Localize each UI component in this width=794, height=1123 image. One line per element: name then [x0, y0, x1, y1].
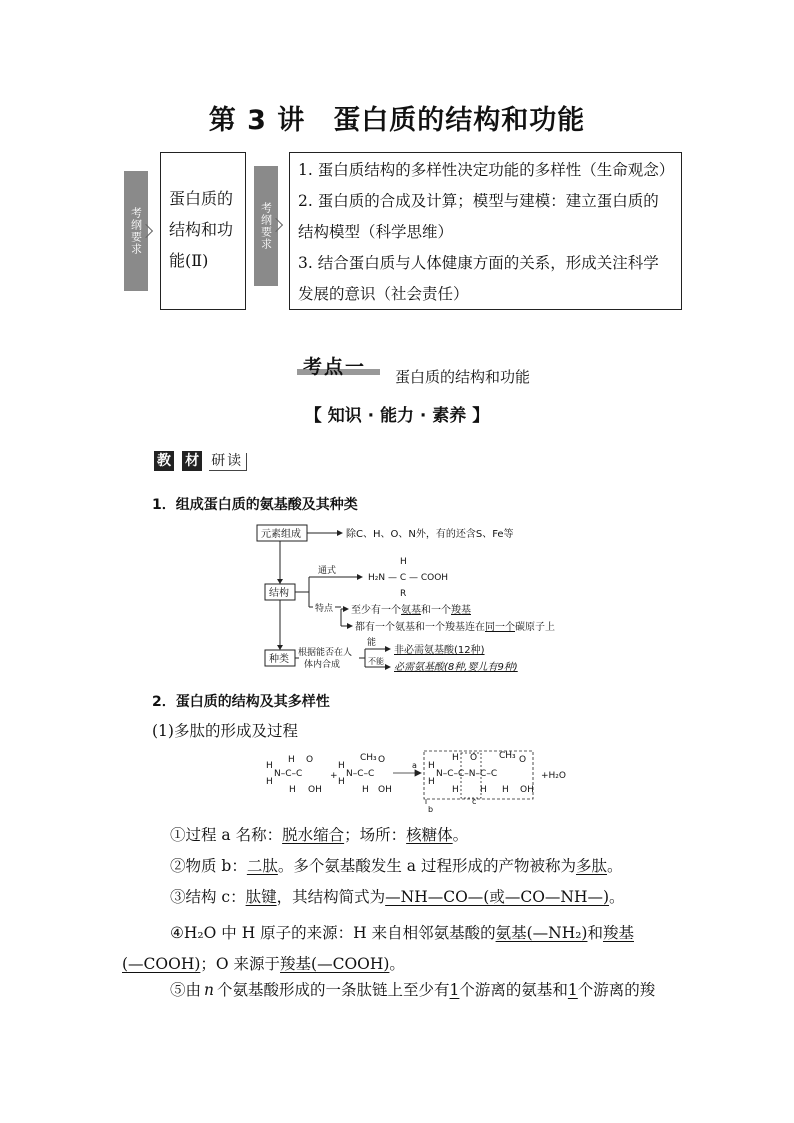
formula-h: H — [400, 557, 407, 567]
page-title: 第 3 讲 蛋白质的结构和功能 — [208, 105, 586, 136]
item-5-f: 个游离的羧 — [577, 981, 656, 999]
item-4-c: 和 — [587, 924, 603, 942]
item-4-answer-2b: (—COOH) — [122, 955, 201, 973]
feature-1-d: 羧基 — [451, 605, 471, 616]
item-1-a: ①过程 a 名称： — [170, 826, 283, 844]
svg-text:CH₃: CH₃ — [360, 753, 377, 763]
svg-text:H: H — [266, 777, 273, 787]
svg-text:H: H — [480, 785, 487, 795]
box-structure-label: 结构 — [269, 588, 289, 599]
svg-text:OH: OH — [520, 785, 534, 795]
neng-label: 能 — [367, 638, 377, 648]
svg-text:OH: OH — [308, 785, 322, 795]
item-2-c: 。多个氨基酸发生 a 过程形成的产物被称为 — [277, 857, 576, 875]
kaodian-label: 考点一 — [303, 356, 367, 378]
svg-text:H: H — [428, 761, 435, 771]
svg-text:N–C–C: N–C–C — [274, 769, 303, 779]
svg-text:O: O — [519, 755, 527, 765]
svg-text:H: H — [338, 761, 345, 771]
topic-line-1: 蛋白质的 — [169, 189, 234, 208]
section-1-heading: 1．组成蛋白质的氨基酸及其种类 — [152, 497, 358, 513]
topic-box — [160, 152, 246, 310]
item-5 — [170, 980, 655, 1000]
requirement-line: 发展的意识（社会责任） — [298, 285, 469, 303]
tedian-label: 特点 — [315, 604, 334, 614]
requirement-line: 2. 蛋白质的合成及计算；模型与建模：建立蛋白质的 — [298, 192, 659, 210]
feature-2-a: 都有一个氨基和一个羧基连在 — [355, 622, 485, 633]
kaodian-name: 蛋白质的结构和功能 — [395, 368, 531, 386]
item-2-answer-1: 二肽 — [246, 857, 278, 875]
item-5-d: 个游离的氨基和 — [459, 981, 568, 999]
label-c: c — [472, 797, 477, 806]
svg-text:H: H — [288, 755, 295, 765]
basis-line-2: 体内合成 — [304, 660, 341, 670]
item-4-answer-2: 羧基 — [602, 924, 634, 942]
feature-2 — [355, 620, 555, 633]
requirement-line: 3. 结合蛋白质与人体健康方面的关系，形成关注科学 — [298, 254, 659, 272]
svg-text:H: H — [452, 785, 459, 795]
feature-2-c: 碳原子上 — [515, 622, 555, 633]
svg-text:OH: OH — [378, 785, 392, 795]
kind-nonessential: 非必需氨基酸(12种) — [394, 645, 485, 656]
water-label: +H₂O — [541, 771, 567, 781]
item-1-e: 。 — [452, 826, 469, 844]
svg-text:H: H — [362, 785, 369, 795]
item-3-a: ③结构 c： — [170, 888, 246, 906]
left-requirement-tab-label: 考纲要求 — [129, 207, 143, 255]
item-2-answer-2: 多肽 — [575, 857, 607, 875]
requirements-box — [289, 152, 682, 310]
mid-requirement-tab-label: 考纲要求 — [259, 202, 273, 250]
formula-main: H₂N — C — COOH — [368, 573, 449, 583]
buneng-label: 不能 — [368, 657, 384, 666]
box-kind-label: 种类 — [269, 654, 289, 665]
label-b: b — [428, 805, 434, 814]
svg-text:H: H — [338, 777, 345, 787]
svg-text:H: H — [289, 785, 296, 795]
item-1 — [170, 825, 468, 845]
item-1-answer-1: 脱水缩合 — [282, 826, 345, 844]
svg-text:+: + — [330, 771, 338, 781]
jiaocai-char-2: 材 — [182, 451, 202, 471]
section-2-heading: 2．蛋白质的结构及其多样性 — [152, 694, 330, 710]
item-2 — [170, 856, 623, 876]
svg-text:H: H — [428, 777, 435, 787]
svg-text:CH₃: CH₃ — [499, 751, 516, 761]
kind-essential: 必需氨基酸(8种,婴儿有9种) — [394, 662, 518, 673]
tongshi-label: 通式 — [318, 566, 337, 576]
item-3-answer-2: —NH—CO—(或—CO—NH—) — [385, 888, 610, 906]
svg-text:O: O — [470, 753, 478, 763]
item-3-e: 。 — [609, 888, 625, 906]
jiaocai-badge — [154, 450, 247, 471]
feature-1-a: 至少有一个 — [351, 605, 401, 616]
jiaocai-char-3: 研读 — [209, 453, 247, 471]
subheading: 【 知识 · 能力 · 素养 】 — [304, 406, 490, 426]
box-element-label: 元素组成 — [261, 529, 301, 540]
item-4-answer-3: 羧基(—COOH) — [280, 955, 390, 973]
formula-r: R — [400, 589, 407, 599]
topic-line-3: 能(Ⅱ) — [169, 251, 209, 270]
requirement-line: 1. 蛋白质结构的多样性决定功能的多样性（生命观念） — [298, 161, 675, 179]
item-5-answer-1: 1 — [449, 981, 460, 999]
item-4-a: ④H₂O 中 H 原子的来源：H 来自相邻氨基酸的 — [170, 924, 496, 942]
amino-acid-diagram — [255, 522, 585, 674]
svg-text:O: O — [306, 755, 314, 765]
dipeptide-diagram — [258, 748, 578, 816]
item-5-b: 个氨基酸形成的一条肽链上至少有 — [217, 981, 450, 999]
svg-text:O: O — [378, 755, 386, 765]
item-2-e: 。 — [607, 857, 623, 875]
item-2-a: ②物质 b： — [170, 857, 247, 875]
svg-text:H: H — [502, 785, 509, 795]
feature-1-c: 和一个 — [421, 605, 451, 616]
element-text: 除C、H、O、N外，有的还含S、Fe等 — [346, 529, 514, 540]
requirement-line: 结构模型（科学思维） — [298, 223, 454, 241]
item-3-answer-1: 肽键 — [245, 888, 277, 906]
item-4-answer-1: 氨基(—NH₂) — [495, 924, 588, 942]
item-1-c: ；场所： — [344, 826, 407, 844]
item-1-answer-2: 核糖体 — [406, 826, 453, 844]
item-4-h: 。 — [389, 955, 405, 973]
svg-text:N–C–C–N–C–C: N–C–C–N–C–C — [436, 769, 498, 779]
item-3 — [170, 887, 625, 907]
arrow-label-a: a — [412, 761, 417, 770]
feature-1 — [351, 603, 471, 616]
svg-text:H: H — [452, 753, 459, 763]
svg-text:N–C–C: N–C–C — [346, 769, 375, 779]
item-5-n: n — [204, 981, 214, 999]
topic-line-2: 结构和功 — [169, 220, 234, 239]
item-5-answer-2: 1 — [567, 981, 578, 999]
svg-text:H: H — [266, 761, 273, 771]
basis-line-1: 根据能否在人 — [298, 648, 353, 658]
jiaocai-char-1: 教 — [154, 451, 174, 471]
feature-2-b: 同一个 — [485, 622, 515, 633]
item-4-f: ；O 来源于 — [200, 955, 281, 973]
subsection-1-heading: (1)多肽的形成及过程 — [152, 722, 298, 740]
item-4 — [122, 918, 682, 980]
item-3-c: ，其结构简式为 — [276, 888, 386, 906]
feature-1-b: 氨基 — [401, 605, 421, 616]
item-5-a: ⑤由 — [170, 981, 202, 999]
